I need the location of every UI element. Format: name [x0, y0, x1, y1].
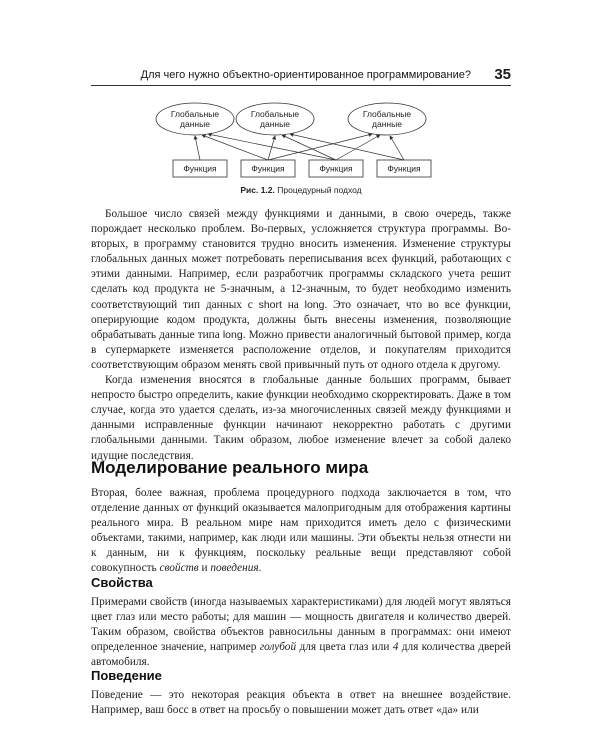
procedural-approach-diagram	[150, 100, 450, 182]
caption-label: Рис. 1.2.	[240, 185, 275, 195]
section-heading-properties: Свойства	[91, 575, 153, 590]
global-data-label-1a: Глобальные	[170, 109, 220, 119]
section-behavior-text	[91, 688, 511, 718]
global-data-label-3a: Глобальные	[362, 109, 412, 119]
paragraph: Большое число связей между функциями и данными, в свою очередь, также порождает несколько проблем. Во-первых, усложняется структура программы. Во-вторых, в программу становится трудно вносить изменения. Изменение структуры глобальных данных может потребовать переписывания всех функций, работающих с этими данными. Например, если разработчик программы складского учета решит сделать код продукта не 5-значным, а 12-значным, то будет необходимо изменить соответствующий тип данных с short на long. Это означает, что во все функции, оперирующие кодом продукта, должны быть внесены изменения, позволяющие обрабатывать данные типа long. Можно привести аналогичный бытовой пример, когда в супермаркете изменяется расположение отделов, и покупателям приходится соответствующим образом менять свой привычный путь от одного отдела к другому.	[91, 208, 511, 371]
connection-arrows	[195, 134, 404, 160]
code-long: long	[222, 328, 243, 341]
paragraph: Поведение — это некоторая реакция объекта в ответ на внешнее воздействие. Например, ваш босс в ответ на просьбу о повышении может дать ответ «да» или	[91, 689, 511, 717]
section-modeling-text	[91, 486, 511, 577]
header-rule	[91, 85, 511, 86]
section-heading-modeling: Моделирование реального мира	[91, 458, 369, 477]
section-heading-behavior: Поведение	[91, 668, 162, 683]
section-properties-text	[91, 595, 511, 670]
function-label-4: Функция	[387, 163, 421, 174]
function-label-1: Функция	[183, 163, 217, 174]
paragraph: Когда изменения вносятся в глобальные данные больших программ, бывает непросто быстро определить, какие функции необходимо скорректировать. Даже в том случае, когда это удается сделать, из-за многочисленных связей между функциями и данными исправленные функции начинают некорректно работать с другими глобальными данными. Таким образом, любое изменение влечет за собой далеко идущие последствия.	[91, 374, 511, 462]
figure-caption	[91, 185, 511, 195]
page-number: 35	[494, 66, 511, 83]
code-long: long	[304, 298, 325, 311]
paragraph: Примерами свойств (иногда называемых характеристиками) для людей могут являться цвет глаз или место работы; для машин — мощность двигателя и количество дверей. Таким образом, свойства объектов равносильны данным в программах: они имеют определенное значение, например голубой для цвета глаз или 4 для количества дверей автомобиля.	[91, 596, 511, 669]
global-data-label-2b: данные	[260, 119, 290, 129]
global-data-label-1b: данные	[180, 119, 210, 129]
global-data-label-2a: Глобальные	[250, 109, 300, 119]
global-data-label-3b: данные	[372, 119, 402, 129]
paragraph: Вторая, более важная, проблема процедурного подхода заключается в том, что отделение данных от функций оказывается малопригодным для отображения картины реального мира. В реальном мире нам приходится иметь дело с физическими объектами, такими, например, как люди или машины. Эти объекты нельзя отнести ни к данным, ни к функциям, поскольку реальные вещи представляют собой совокупность свойств и поведения.	[91, 487, 511, 575]
header-title: Для чего нужно объектно-ориентированное программирование?	[140, 69, 471, 81]
section-procedural-problems	[91, 207, 511, 464]
running-header	[91, 66, 511, 84]
caption-text: Процедурный подход	[277, 185, 362, 195]
code-short: short	[258, 298, 282, 311]
function-label-2: Функция	[251, 163, 285, 174]
function-label-3: Функция	[319, 163, 353, 174]
